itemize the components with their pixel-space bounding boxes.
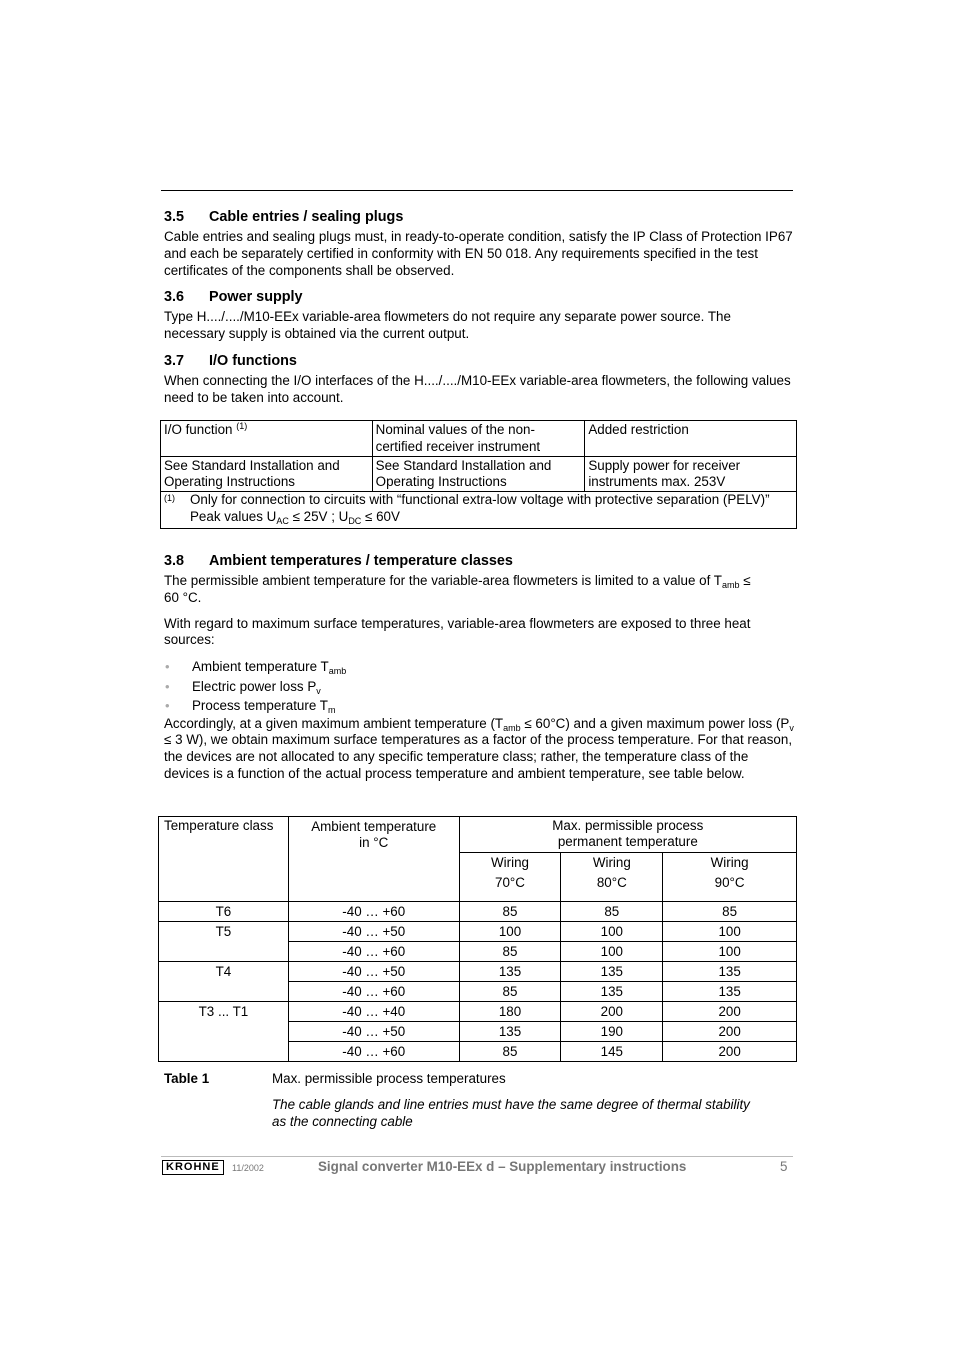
footnote-marker: (1)	[236, 421, 248, 431]
value-cell: 100	[663, 942, 797, 962]
table-row	[159, 902, 797, 922]
section-number: 3.5	[164, 209, 185, 225]
section-3-8	[164, 552, 796, 783]
value-cell: 135	[459, 1022, 561, 1042]
table-cell: Supply power for receiver instruments max. 253V	[585, 456, 797, 492]
caption-text: Max. permissible process temperatures	[272, 1071, 506, 1086]
header-ambient-temperature	[288, 817, 459, 902]
header-line: 70°C	[495, 874, 525, 890]
value-cell: 100	[561, 942, 663, 962]
section-3-5	[164, 208, 794, 279]
paragraph	[164, 573, 754, 607]
section-heading	[164, 552, 796, 570]
section-title: Cable entries / sealing plugs	[209, 209, 404, 225]
text: ≤ 3 W), we obtain maximum surface temperatures as a factor of the process temperature. For that reason, the devices are not allocated to any specific temperature class; rather, the temperature class of the devices is a function of the actual process temperature and ambient temperature, see table below.	[164, 732, 793, 782]
ambient-cell: -40 … +60	[288, 902, 459, 922]
value-cell: 145	[561, 1042, 663, 1062]
table-cell: See Standard Installation and Operating Instructions	[372, 456, 585, 492]
ambient-cell: -40 … +40	[288, 1002, 459, 1022]
section-3-6	[164, 288, 794, 343]
section-number: 3.6	[164, 289, 185, 306]
ambient-cell: -40 … +60	[288, 942, 459, 962]
value-cell: 100	[459, 922, 561, 942]
section-title: I/O functions	[209, 352, 297, 369]
value-cell: 100	[663, 922, 797, 942]
io-functions-table	[160, 420, 797, 529]
value-cell: 85	[459, 942, 561, 962]
class-cell: T4	[159, 962, 289, 1002]
value-cell: 190	[561, 1022, 663, 1042]
value-cell: 135	[663, 982, 797, 1002]
header-wiring-90	[663, 853, 797, 902]
list-item	[164, 677, 796, 697]
footer-date: 11/2002	[232, 1163, 264, 1173]
value-cell: 180	[459, 1002, 561, 1022]
table-row	[159, 962, 797, 982]
table-header-row	[161, 421, 797, 457]
krohne-logo: KROHNE	[162, 1160, 224, 1175]
header-line: permanent temperature	[557, 834, 698, 849]
class-cell: T5	[159, 922, 289, 962]
value-cell: 135	[561, 962, 663, 982]
text: ≤ 60 °C.	[164, 573, 751, 605]
page-number: 5	[780, 1159, 788, 1174]
text: Accordingly, at a given maximum ambient temperature (T	[164, 715, 504, 731]
heat-source-list	[164, 657, 796, 716]
ambient-cell: -40 … +50	[288, 922, 459, 942]
footnote-marker: (1)	[164, 493, 175, 504]
value-cell: 135	[561, 982, 663, 1002]
text: ≤ 60°C) and a given maximum power loss (P	[520, 715, 790, 731]
sections-3-5-to-3-7	[164, 208, 794, 416]
table-row	[159, 1002, 797, 1022]
footnote-peak: Peak values U	[190, 508, 277, 524]
section-heading	[164, 208, 794, 226]
value-cell: 100	[561, 922, 663, 942]
footnote-text	[190, 492, 770, 526]
subscript: amb	[328, 666, 347, 677]
header-line: Wiring	[491, 855, 529, 870]
header-line: Wiring	[592, 855, 631, 870]
header-line: in °C	[359, 835, 389, 850]
footnote-line: Only for connection to circuits with “functional extra-low voltage with protective separation (PELV)”	[190, 492, 770, 508]
header-wiring-70	[459, 853, 561, 902]
header-line: 90°C	[714, 874, 745, 890]
list-item	[164, 657, 796, 677]
section-heading	[164, 352, 794, 370]
paragraph: With regard to maximum surface temperatures, variable-area flowmeters are exposed to three heat sources:	[164, 615, 751, 648]
list-item	[164, 696, 796, 716]
subscript: AC	[276, 515, 289, 526]
header-wiring-80	[561, 853, 663, 902]
header-line: 80°C	[596, 874, 627, 890]
table-row	[161, 456, 797, 492]
value-cell: 85	[459, 902, 561, 922]
subscript: v	[789, 722, 794, 733]
ambient-cell: -40 … +60	[288, 982, 459, 1002]
text: The permissible ambient temperature for the variable-area flowmeters is limited to a value of T	[164, 573, 722, 588]
ambient-cell: -40 … +50	[288, 1022, 459, 1042]
subscript: v	[316, 685, 321, 696]
paragraph	[164, 716, 796, 783]
temperature-class-table	[158, 816, 797, 1062]
table-row	[159, 922, 797, 942]
text: Process temperature T	[192, 698, 328, 714]
header-line: Ambient temperature	[311, 819, 437, 834]
ambient-cell: -40 … +50	[288, 962, 459, 982]
value-cell: 85	[459, 1042, 561, 1062]
header-rule	[161, 190, 793, 191]
section-number: 3.7	[164, 352, 185, 369]
table-header-cell: Nominal values of the non-certified receiver instrument	[372, 421, 585, 457]
italic-note: The cable glands and line entries must have the same degree of thermal stability as the connecting cable	[272, 1097, 750, 1129]
section-3-7	[164, 352, 794, 407]
subscript: m	[327, 705, 336, 716]
table-header-row	[159, 817, 797, 853]
header-max-process-temperature	[459, 817, 796, 853]
header-temperature-class: Temperature class	[159, 817, 289, 902]
value-cell: 85	[663, 902, 797, 922]
section-body: Cable entries and sealing plugs must, in ready-to-operate condition, satisfy the IP Class of Protection IP67 and each be separately certified in conformity with EN 50 018. Any requirements specified in the test certificates of the components shall be observed.	[164, 229, 793, 278]
caption-label: Table 1	[164, 1071, 210, 1086]
table-cell: See Standard Installation and Operating Instructions	[161, 456, 373, 492]
value-cell: 85	[459, 982, 561, 1002]
class-cell: T6	[159, 902, 289, 922]
section-number: 3.8	[164, 553, 185, 569]
text: Ambient temperature T	[192, 659, 329, 675]
subscript: amb	[721, 580, 740, 590]
class-cell: T3 ... T1	[159, 1002, 289, 1062]
section-body: Type H..../..../M10-EEx variable-area flowmeters do not require any separate power source. The necessary supply is obtained via the current output.	[164, 309, 731, 342]
value-cell: 200	[561, 1002, 663, 1022]
value-cell: 200	[663, 1022, 797, 1042]
subscript: DC	[348, 515, 362, 526]
value-cell: 135	[459, 962, 561, 982]
ambient-cell: -40 … +60	[288, 1042, 459, 1062]
value-cell: 200	[663, 1042, 797, 1062]
text: Electric power loss P	[192, 678, 317, 694]
footnote-peak-mid: ≤ 25V ; U	[288, 508, 349, 524]
footer-title: Signal converter M10-EEx d – Supplementary instructions	[318, 1159, 687, 1174]
table-header-cell	[161, 421, 373, 457]
value-cell: 135	[663, 962, 797, 982]
subscript: amb	[503, 722, 521, 733]
footnote-peak-end: ≤ 60V	[361, 508, 400, 524]
header-io-function: I/O function	[164, 422, 233, 437]
section-body: When connecting the I/O interfaces of the H..../..../M10-EEx variable-area flowmeters, the following values need to be taken into account.	[164, 372, 791, 405]
table-header-cell: Added restriction	[585, 421, 797, 457]
value-cell: 200	[663, 1002, 797, 1022]
header-line: Wiring	[710, 855, 749, 870]
footer-rule	[161, 1156, 793, 1157]
value-cell: 85	[561, 902, 663, 922]
section-heading	[164, 288, 794, 306]
table-footnote-row	[161, 492, 797, 529]
header-line: Max. permissible process	[552, 818, 704, 833]
section-title: Power supply	[209, 289, 303, 306]
footnote-cell	[161, 492, 797, 529]
section-title: Ambient temperatures / temperature classes	[209, 553, 513, 569]
